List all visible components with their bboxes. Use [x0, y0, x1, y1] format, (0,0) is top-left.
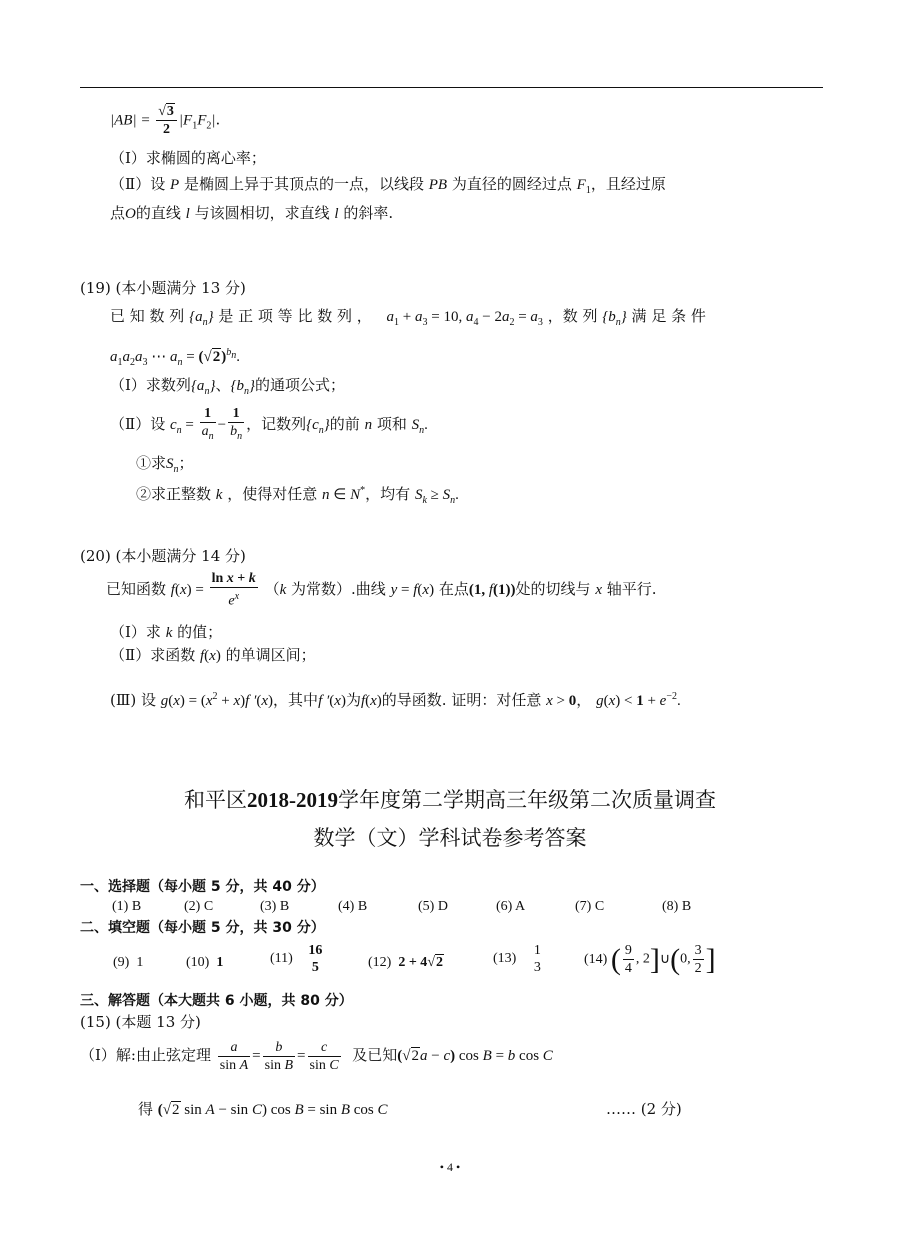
section-solution-header: 三、解答题（本大题共 6 小题，共 80 分） [80, 993, 353, 1009]
fill-9: (9) 1 [113, 955, 144, 970]
fill-13: (13) 1 3 [493, 943, 541, 975]
p19-header: (19) (本小题满分 13 分) [80, 279, 246, 297]
p15-score: …… (2 分) [606, 1100, 682, 1118]
p15-part1: （Ⅰ）解:由止弦定理 $\frac{a}{\text{sin A}}$ = $\frac{b}{\text{sin B}}$ = $\frac{c}{\text{sin C}}$ 及已知(√2a − c) cos B = b cos C [80, 1039, 553, 1073]
p18-ab-equation: |AB| = $\frac{√3}{2}$ $|F_1F_2|$. [110, 104, 221, 137]
p18-q1: （Ⅰ）求椭圆的离心率； [110, 149, 266, 167]
answer-key-title-line1: 和平区2018-2019学年度第二学期高三年级第二次质量调查 [184, 788, 716, 812]
page-number: • 4 • [439, 1160, 461, 1174]
p20-q3: (Ⅲ) 设 $g(x) = (x^2 + x)f$ ′(x)，其中f ′(x)为f(x)的导函数. 证明：对任意 x > 0， $g(x) < 1 + e^{-2}$. [110, 691, 681, 709]
p19-condition: $a_1a_2a_3$ ⋯ $a_n = (√2)^{b_n}$. [110, 347, 240, 368]
section-choice-header: 一、选择题（每小题 5 分，共 40 分） [80, 879, 325, 895]
p18-q2-line2: 点O的直线 l 与该圆相切，求直线 l 的斜率. [110, 204, 394, 222]
p15-header: (15) (本题 13 分) [80, 1013, 201, 1031]
fill-11: (11) 16 5 [270, 943, 323, 975]
p19-intro: 已 知 数 列 $\{a_n\}$ 是 正 项 等 比 数 列 ， $a_1 + a_3 = 10$, $a_4 - 2a_2 = a_3$ ，数 列 $\{b_n\}$ 满 足 条 件 [110, 307, 706, 328]
choice-8: (8) B [662, 899, 692, 914]
choice-6: (6) A [496, 899, 526, 914]
p19-sub2: ②求正整数 k ，使得对任意 n ∈ N*，均有 $S_k \ge S_n$. [136, 485, 459, 506]
p20-header: (20) (本小题满分 14 分) [80, 547, 246, 565]
p19-q2: （Ⅱ）设 $c_n$ = $\frac{1}{a_n}$ − $\frac{1}{b_n}$ ，记数列$\{c_n\}$的前 n 项和 $S_n$. [110, 405, 428, 449]
p19-sub1: ①求$S_n$； [136, 454, 194, 475]
choice-7: (7) C [575, 899, 605, 914]
p20-intro: 已知函数 f(x) = $\frac{\text{ln x + k}}{e^x}$ （k 为常数）.曲线 y = f(x) 在点(1, f(1))处的切线与 x 轴平行. [106, 571, 657, 609]
choice-4: (4) B [338, 899, 368, 914]
fill-14: (14) ( $\frac{9}{4}$ , 2]∪(0, $\frac{3}{2}$ ] [584, 942, 716, 976]
choice-3: (3) B [260, 899, 290, 914]
top-rule [80, 87, 823, 88]
fill-10: (10) 1 [186, 955, 224, 970]
p19-q1: （Ⅰ）求数列$\{a_n\}$、$\{b_n\}$的通项公式； [110, 376, 345, 397]
p20-q2: （Ⅱ）求函数 f(x) 的单调区间； [110, 646, 316, 664]
choice-5: (5) D [418, 899, 448, 914]
choice-1: (1) B [112, 899, 142, 914]
section-fill-header: 二、填空题（每小题 5 分，共 30 分） [80, 920, 325, 936]
p20-q1: （Ⅰ）求 k 的值； [110, 623, 223, 641]
answer-key-title-line2: 数学（文）学科试卷参考答案 [313, 826, 587, 850]
fill-12: (12) 2 + 4√2 [368, 955, 443, 970]
p15-step: 得 (√2 sin A − sin C) cos B = sin B cos C [138, 1100, 388, 1118]
choice-2: (2) C [184, 899, 214, 914]
p18-q2: （Ⅱ）设 P 是椭圆上异于其顶点的一点，以线段 PB 为直径的圆经过点 $F_1$，且经过原 [110, 175, 666, 196]
